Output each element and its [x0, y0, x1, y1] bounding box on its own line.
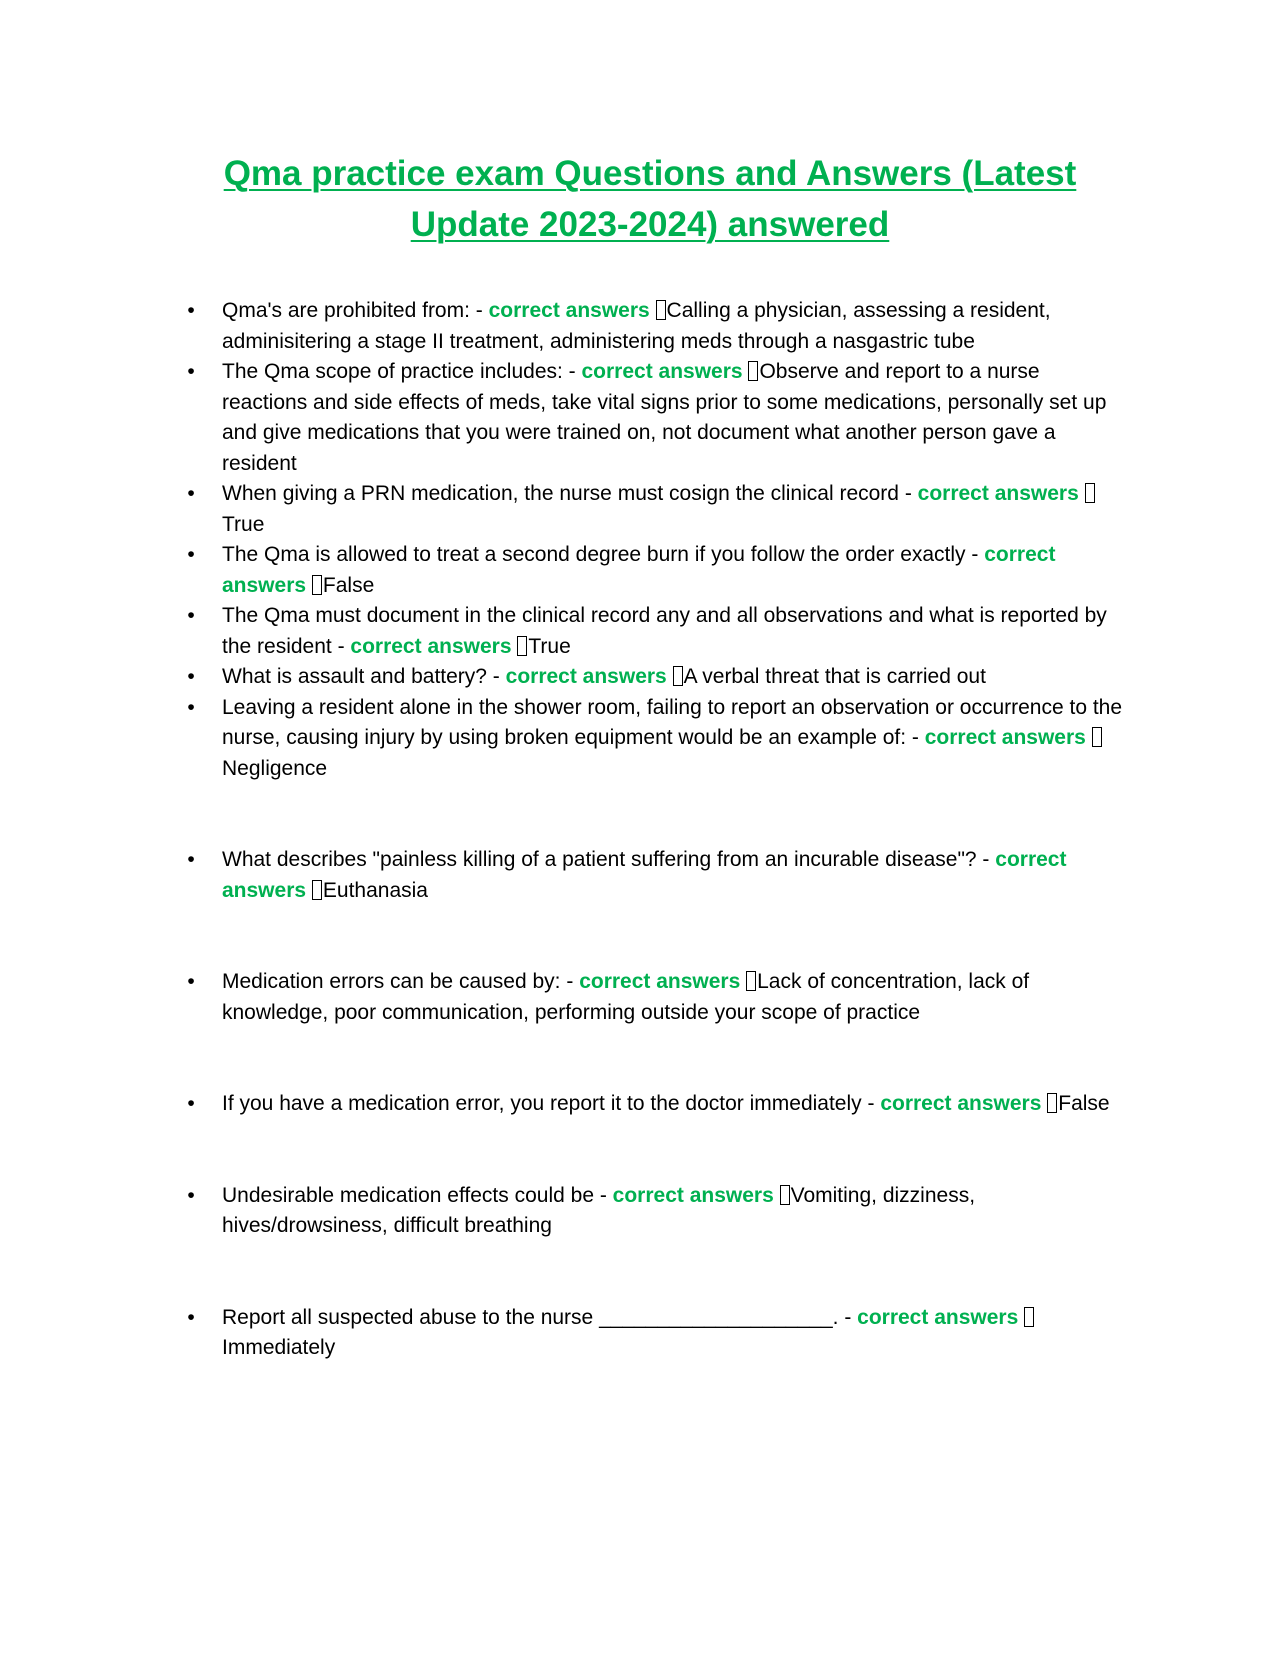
bullet: •	[187, 299, 195, 322]
answer-text: Negligence	[222, 756, 328, 780]
missing-glyph-icon	[312, 575, 322, 595]
bullet: •	[187, 970, 195, 993]
correct-answers-label: correct answers	[505, 665, 667, 688]
bullet: •	[187, 1305, 195, 1329]
correct-answers-label: correct answers	[579, 970, 741, 993]
question-text: The Qma scope of practice includes: -	[222, 360, 582, 383]
missing-glyph-icon	[1085, 483, 1095, 503]
question-text: The Qma must document in the clinical record any and all observations and what is reported by the resident -	[222, 604, 1107, 658]
qa-item	[187, 1303, 1127, 1364]
question-text: The Qma is allowed to treat a second degree burn if you follow the order exactly -	[222, 543, 985, 566]
question-text: Report all suspected abuse to the nurse ____________________. -	[222, 1305, 858, 1329]
qa-item	[187, 357, 1127, 479]
question-text: Medication errors can be caused by: -	[222, 970, 580, 993]
qa-item	[187, 1181, 1127, 1242]
missing-glyph-icon	[312, 880, 322, 900]
answer-text: Lack of concentration, lack of knowledge, poor communication, performing outside your scope of practice	[222, 970, 1030, 1024]
qa-item	[187, 845, 1127, 906]
answer-text: Vomiting, dizziness, hives/drowsiness, difficult breathing	[222, 1183, 976, 1237]
qa-item	[187, 601, 1127, 662]
document-title: Qma practice exam Questions and Answers (Latest Update 2023-2024) answered	[223, 154, 1077, 244]
answer-text: Euthanasia	[322, 878, 428, 902]
bullet: •	[187, 1092, 195, 1115]
missing-glyph-icon	[748, 361, 758, 381]
missing-glyph-icon	[517, 636, 527, 656]
correct-answers-label: correct answers	[222, 543, 1056, 597]
qa-list	[187, 296, 1127, 1364]
bullet: •	[187, 360, 195, 383]
question-text: When giving a PRN medication, the nurse must cosign the clinical record -	[222, 482, 918, 505]
missing-glyph-icon	[746, 971, 756, 991]
missing-glyph-icon	[1024, 1307, 1034, 1327]
correct-answers-label: correct answers	[924, 726, 1086, 749]
missing-glyph-icon	[656, 300, 666, 320]
answer-text: Immediately	[222, 1336, 336, 1359]
bullet: •	[187, 695, 195, 719]
correct-answers-label: correct answers	[488, 299, 650, 322]
question-text: Leaving a resident alone in the shower room, failing to report an observation or occurrence to the nurse, causing injury by using broken equipment would be an example of: -	[222, 695, 1123, 749]
bullet: •	[187, 1183, 195, 1207]
qa-item	[187, 662, 1127, 693]
correct-answers-label: correct answers	[857, 1305, 1019, 1329]
answer-text: Observe and report to a nurse reactions and side effects of meds, take vital signs prior to some medications, personally set up and give medications that you were trained on, not document what another person gave a resident	[222, 360, 1107, 475]
bullet: •	[187, 665, 195, 688]
question-text: If you have a medication error, you report it to the doctor immediately -	[222, 1092, 881, 1115]
answer-text: A verbal threat that is carried out	[683, 665, 986, 688]
bullet: •	[187, 482, 195, 505]
question-text: What is assault and battery? -	[222, 665, 506, 688]
bullet: •	[187, 604, 195, 627]
missing-glyph-icon	[780, 1185, 790, 1205]
qa-item	[187, 479, 1127, 540]
missing-glyph-icon	[1047, 1093, 1057, 1113]
missing-glyph-icon	[673, 666, 683, 686]
qa-item	[187, 1089, 1127, 1120]
missing-glyph-icon	[1092, 727, 1102, 747]
correct-answers-label: correct answers	[350, 634, 512, 658]
correct-answers-label: correct answers	[222, 848, 1067, 902]
answer-text: Calling a physician, assessing a resident, adminisitering a stage II treatment, administering meds through a nasgastric tube	[222, 299, 1051, 353]
question-text: Qma's are prohibited from: -	[222, 299, 489, 322]
bullet: •	[187, 848, 195, 871]
question-text: What describes "painless killing of a patient suffering from an incurable disease"? -	[222, 848, 996, 871]
correct-answers-label: correct answers	[581, 360, 743, 383]
qa-item	[187, 296, 1127, 357]
answer-text: False	[322, 573, 375, 597]
correct-answers-label: correct answers	[612, 1183, 774, 1207]
bullet: •	[187, 543, 195, 566]
qa-item	[187, 540, 1127, 601]
answer-text: False	[1058, 1092, 1110, 1115]
correct-answers-label: correct answers	[880, 1092, 1042, 1115]
qa-item	[187, 967, 1127, 1028]
question-text: Undesirable medication effects could be -	[222, 1183, 613, 1207]
answer-text: True	[528, 634, 571, 658]
qa-item	[187, 693, 1127, 785]
correct-answers-label: correct answers	[917, 482, 1079, 505]
answer-text: True	[222, 512, 265, 536]
